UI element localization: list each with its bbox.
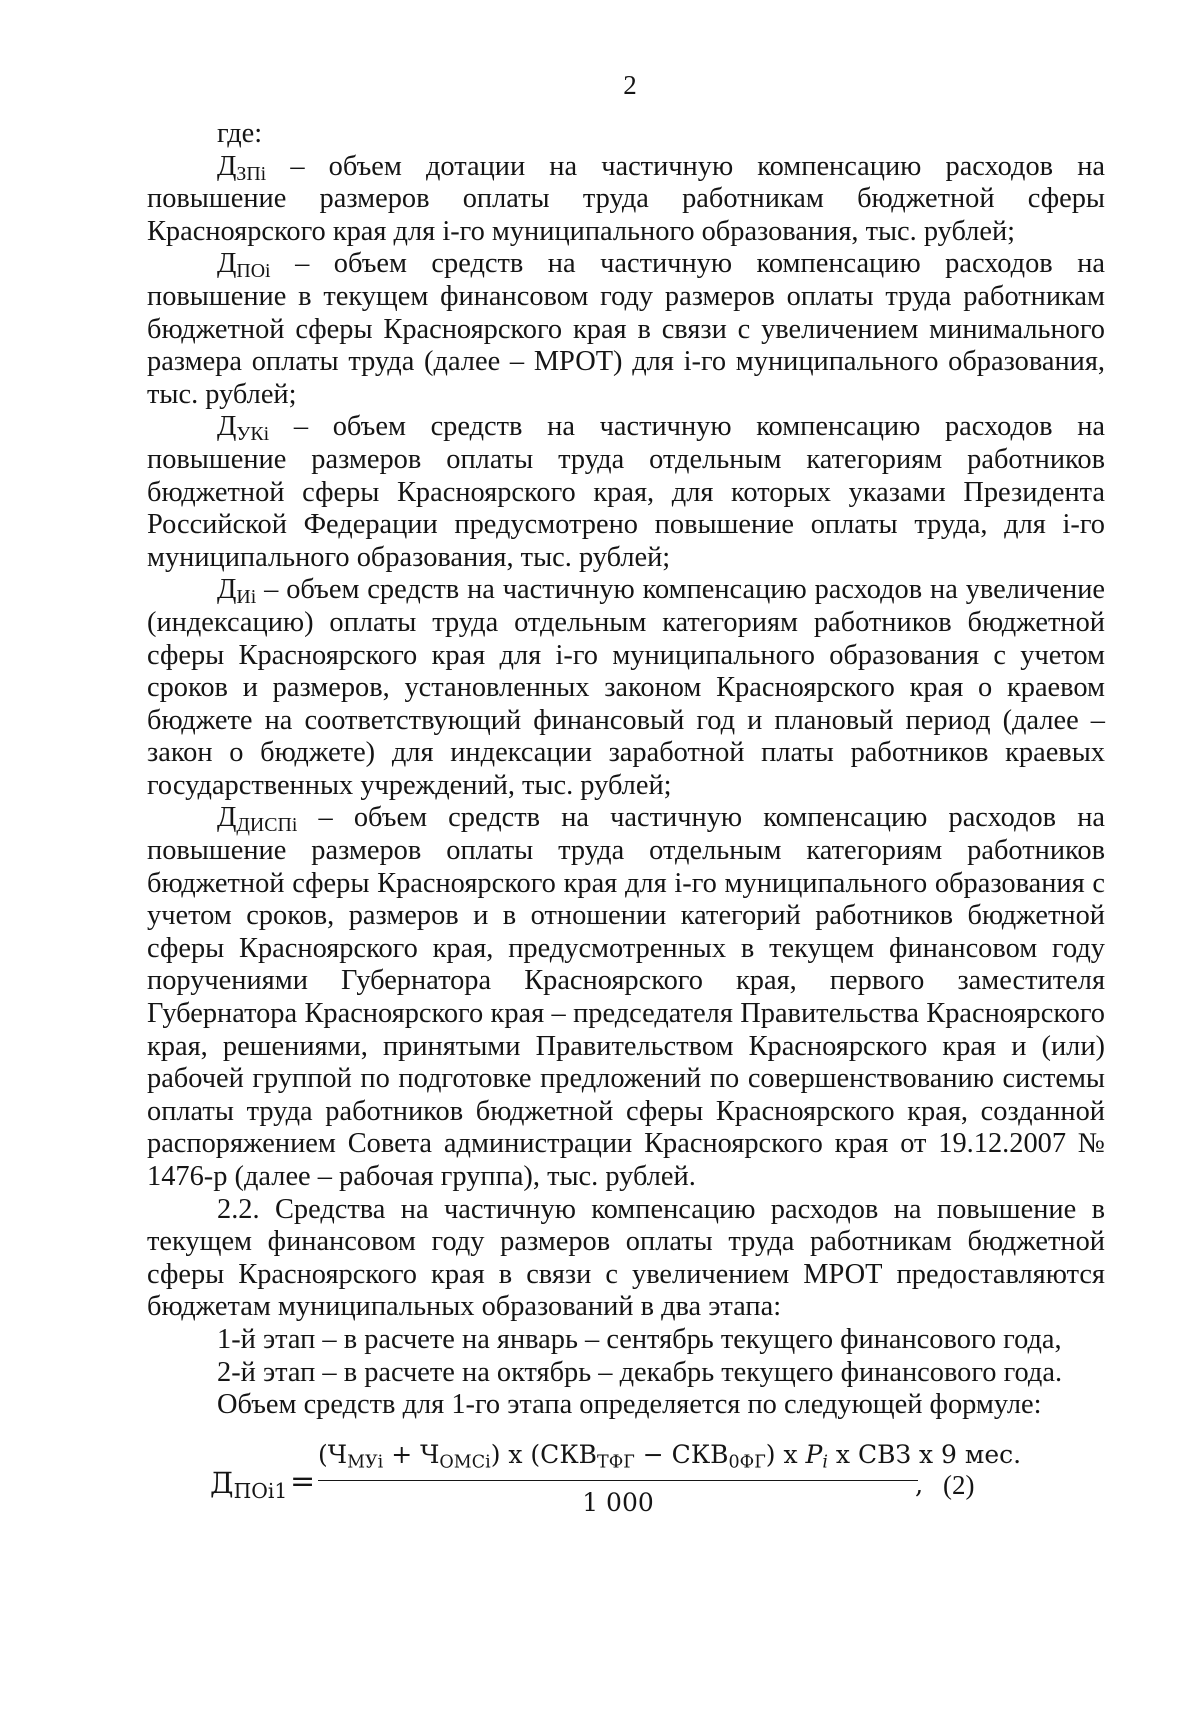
- definition-di: [147, 574, 1105, 802]
- definition-text: – объем дотации на частичную компенсацию расходов на повышение размеров оплаты труда работникам бюджетной сферы Красноярского края для i-го муниципального образования, тыс. рублей;: [147, 150, 1105, 247]
- fraction-bar: [318, 1480, 918, 1481]
- definition-symbol: Д: [217, 411, 237, 443]
- formula-intro: Объем средств для 1-го этапа определяется по следующей формуле:: [217, 1389, 1042, 1421]
- definition-text: – объем средств на частичную компенсацию расходов на повышение размеров оплаты труда отдельным категориям работников бюджетной сферы Красноярского края для i-го муниципального образования с учетом сроков, размеров и в отношении категорий работников бюджетной сферы Красноярского края, предусмотренных в текущем финансовом году поручениями Губернатора Красноярского края, первого заместителя Губернатора Красноярского края – председателя Правительства Красноярского края, решениями, принятыми Правительством Красноярского края и (или) рабочей группой по подготовке предложений по совершенствованию системы оплаты труда работников бюджетной сферы Красноярского края, созданной распоряжением Совета администрации Красноярского края от 19.12.2007 № 1476-р (далее – рабочая группа), тыс. рублей.: [147, 802, 1105, 1192]
- definition-symbol: Д: [217, 248, 237, 280]
- intro-line: где:: [217, 118, 263, 149]
- formula-lhs-subscript: ПОi1: [233, 1479, 288, 1504]
- definition-subscript: Иi: [236, 586, 257, 609]
- formula-variable-p: P: [805, 1440, 823, 1469]
- definition-subscript: ПОi: [236, 260, 271, 283]
- stage-2: 2-й этап – в расчете на октябрь – декабрь текущего финансового года.: [217, 1356, 1063, 1388]
- body-text: [147, 118, 1105, 1422]
- formula-part: − СКВ: [634, 1440, 729, 1469]
- definition-text: – объем средств на частичную компенсацию расходов на повышение размеров оплаты труда отдельным категориям работников бюджетной сферы Красноярского края, для которых указами Президента Российской Федерации предусмотрено повышение оплаты труда, для i-го муниципального образования, тыс. рублей;: [147, 411, 1105, 573]
- definition-duk: [147, 411, 1105, 574]
- formula-lhs: [210, 1466, 288, 1504]
- stage-1: 1-й этап – в расчете на январь – сентябрь текущего финансового года,: [217, 1323, 1062, 1355]
- formula-part: + Ч: [383, 1440, 440, 1469]
- formula-subscript: МУi: [347, 1452, 384, 1473]
- formula-part: ) x: [765, 1440, 806, 1469]
- definition-text: – объем средств на частичную компенсацию расходов на повышение в текущем финансовом году размеров оплаты труда работникам бюджетной сферы Красноярского края в связи с увеличением минимального размера оплаты труда (далее – МРОТ) для i-го муниципального образования, тыс. рублей;: [147, 248, 1105, 410]
- section-2-2: 2.2. Средства на частичную компенсацию расходов на повышение в текущем финансовом году размеров оплаты труда работникам бюджетной сферы Красноярского края в связи с увеличением МРОТ предоставляются бюджетам муниципальных образований в два этапа:: [147, 1193, 1105, 1323]
- definition-symbol: Д: [217, 802, 237, 834]
- formula-part: x СВЗ x 9 мес.: [827, 1440, 1022, 1469]
- formula-comma: ,: [915, 1470, 924, 1500]
- formula-subscript: i: [822, 1452, 828, 1473]
- formula-part: ) x (СКВ: [490, 1440, 598, 1469]
- formula-subscript: ТФГ: [597, 1452, 635, 1473]
- formula-part: (Ч: [318, 1440, 348, 1469]
- definition-text: – объем средств на частичную компенсацию расходов на увеличение (индексацию) оплаты труда отдельным категориям работников бюджетной сферы Красноярского края для i-го муниципального образования с учетом сроков и размеров, установленных законом Красноярского края о краевом бюджете на соответствующий финансовый год и плановый период (далее – закон о бюджете) для индексации заработной платы работников краевых государственных учреждений, тыс. рублей;: [147, 574, 1105, 801]
- formula-2: [210, 1440, 1110, 1520]
- definition-ddisp: [147, 802, 1105, 1193]
- page-number: 2: [623, 70, 637, 100]
- formula-lhs-symbol: Д: [210, 1466, 234, 1500]
- formula-reference: (2): [943, 1470, 975, 1500]
- definition-subscript: ДИСПi: [236, 814, 298, 837]
- formula-subscript: ОМСi: [439, 1452, 491, 1473]
- definition-symbol: Д: [217, 574, 237, 606]
- definition-subscript: ЗПi: [236, 162, 267, 185]
- formula-subscript: 0ФГ: [728, 1452, 766, 1473]
- formula-denominator: 1 000: [582, 1488, 654, 1517]
- formula-numerator: [318, 1440, 1022, 1473]
- definition-symbol: Д: [217, 150, 237, 182]
- formula-equals: =: [290, 1464, 316, 1499]
- definition-dzp: [147, 151, 1105, 249]
- definition-dpo: [147, 248, 1105, 411]
- definition-subscript: УКi: [236, 423, 270, 446]
